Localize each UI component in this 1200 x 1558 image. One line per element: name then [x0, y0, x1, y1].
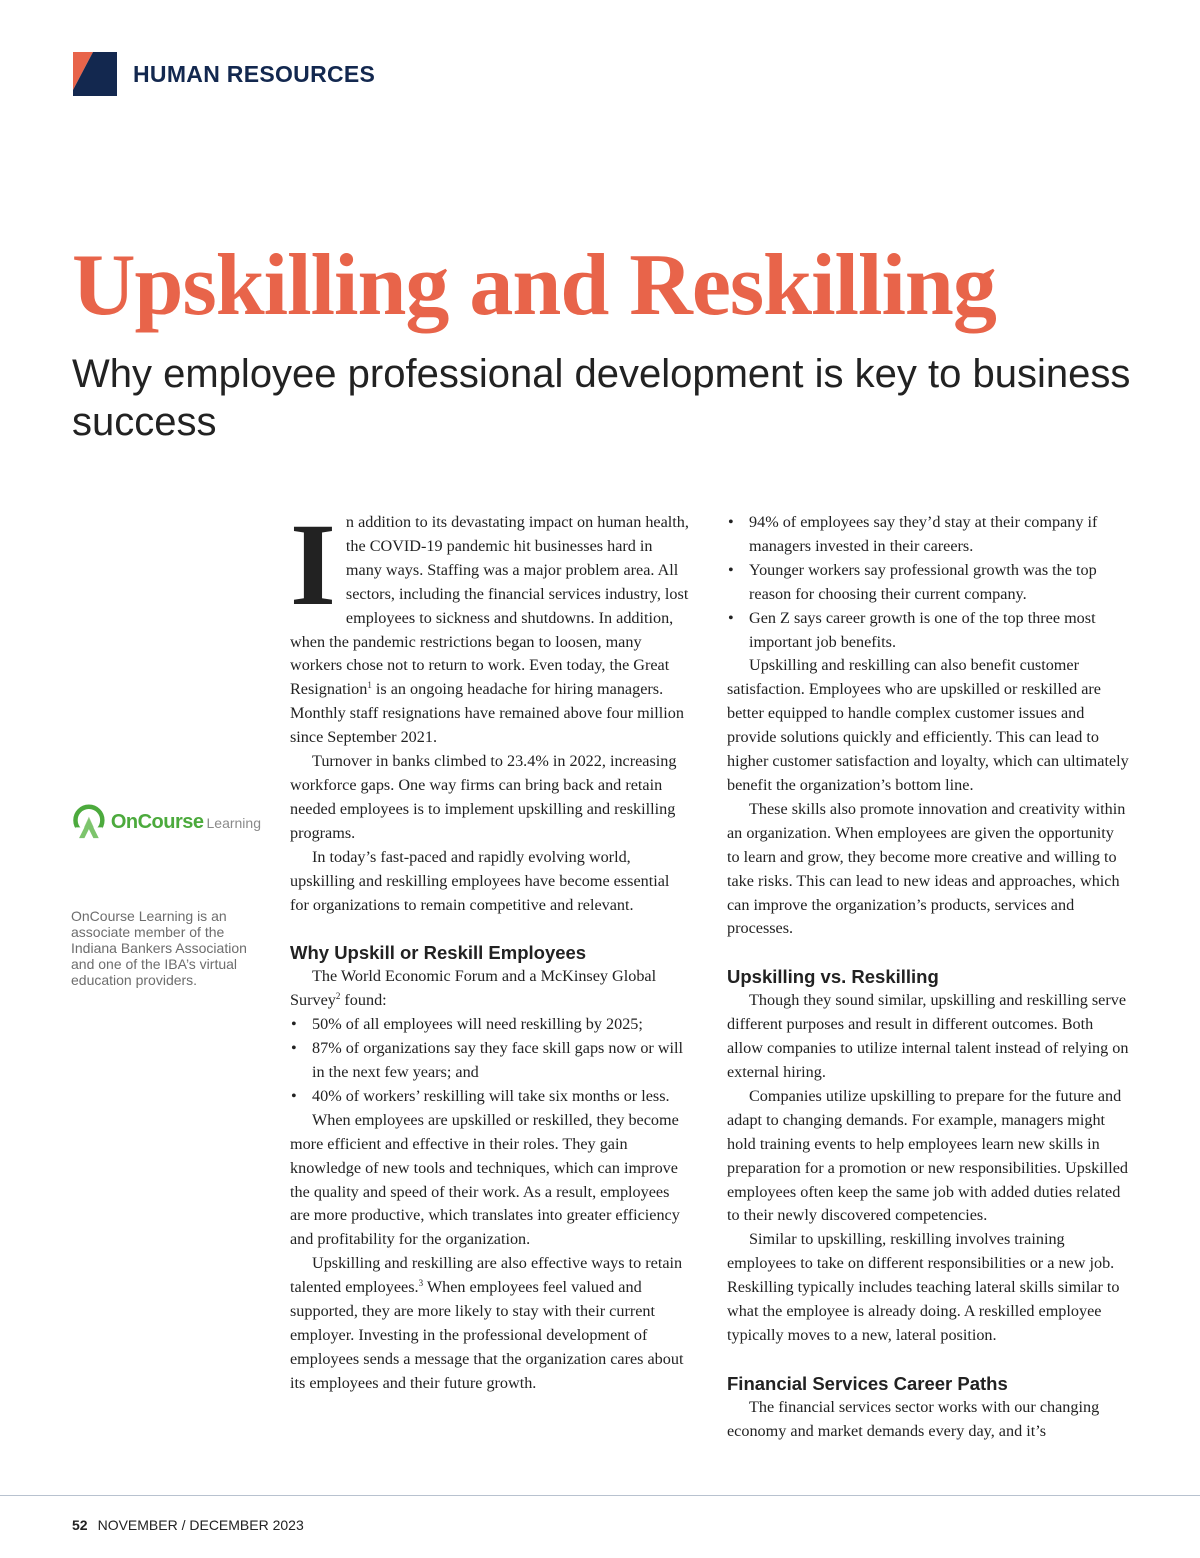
list-item: • 40% of workers’ reskilling will take six months or less.	[290, 1085, 690, 1109]
intro-text-b: is an ongoing headache for hiring managers. Monthly staff resignations have remained above four million since September 2021.	[290, 680, 684, 747]
intro-text-a: n addition to its devastating impact on human health, the COVID-19 pandemic hit businesses hard in many ways. Staffing was a major problem area. All sectors, including the financial services industry, lost employees to sickness and shutdowns. In addition, when the pandemic restrictions began to loosen, many workers chose not to return to work. Even today, the Great Resignation	[290, 513, 689, 699]
oncourse-wordmark	[111, 811, 261, 834]
article-column-left	[290, 499, 690, 1396]
footnote-ref-2: 2	[335, 991, 341, 1002]
footer-divider	[0, 1495, 1200, 1496]
paragraph: In today’s fast-paced and rapidly evolving world, upskilling and reskilling employees have become essential for organizations to remain competitive and relevant.	[290, 847, 670, 914]
sidebar-caption: OnCourse Learning is an associate member of the Indiana Bankers Association and one of the IBA’s virtual education providers.	[71, 908, 247, 988]
section-header	[73, 52, 375, 96]
article-title: Upskilling and Reskilling	[72, 237, 996, 334]
stats-list	[290, 1013, 690, 1109]
list-item: • Younger workers say professional growth was the top reason for choosing their current company.	[727, 559, 1129, 607]
section-heading: Upskilling vs. Reskilling	[727, 966, 939, 988]
section-heading: Why Upskill or Reskill Employees	[290, 942, 587, 964]
list-item: • 87% of organizations say they face skill gaps now or will in the next few years; and	[290, 1037, 690, 1085]
footnote-ref-3: 3	[418, 1278, 424, 1289]
article-column-right	[727, 511, 1129, 1444]
paragraph	[290, 1252, 690, 1395]
page-number: 52	[72, 1517, 88, 1533]
paragraph-text: The World Economic Forum and a McKinsey Global Survey	[290, 967, 657, 1010]
paragraph: Upskilling and reskilling can also benefit customer satisfaction. Employees who are upskilled or reskilled are better equipped to handle complex customer issues and provide solutions quickly and efficiently. This can lead to higher customer satisfaction and loyalty, which can ultimately benefit the organization’s bottom line.	[727, 656, 1129, 794]
paragraph-text: found:	[340, 991, 387, 1010]
paragraph: Similar to upskilling, reskilling involves training employees to take on different responsibilities or a new job. Reskilling typically includes teaching lateral skills similar to what the employee is already doing. A reskilled employee typically moves to a new, lateral position.	[727, 1230, 1120, 1344]
oncourse-word-1: OnCourse	[110, 810, 204, 833]
stats-list	[727, 511, 1129, 654]
list-item: • Gen Z says career growth is one of the top three most important job benefits.	[727, 607, 1129, 655]
issue-date: NOVEMBER / DECEMBER 2023	[97, 1517, 304, 1533]
paragraph-text: When employees feel valued and supported, they are more likely to stay with their current employer. Investing in the professional development of employees sends a message that the organization cares about its employees and their future growth.	[290, 1278, 684, 1392]
intro-paragraph	[290, 499, 690, 750]
paragraph: Turnover in banks climbed to 23.4% in 2022, increasing workforce gaps. One way firms can bring back and retain needed employees is to implement upskilling and reskilling programs.	[290, 752, 677, 842]
footnote-ref-1: 1	[367, 680, 372, 691]
paragraph: Companies utilize upskilling to prepare for the future and adapt to changing demands. For example, managers might hold training events to help employees learn new skills in preparation for a promotion or new responsibilities. Upskilled employees often keep the same job with added duties related to their newly discovered competencies.	[727, 1086, 1129, 1225]
paragraph	[290, 965, 690, 1013]
section-logo-icon	[73, 52, 117, 96]
paragraph: Though they sound similar, upskilling and reskilling serve different purposes and result in different outcomes. Both allow companies to utilize internal talent instead of relying on external hiring.	[727, 991, 1129, 1082]
paragraph-text: Upskilling and reskilling are also effective ways to retain talented employees.	[290, 1254, 683, 1297]
page-footer	[72, 1517, 304, 1533]
article-subtitle: Why employee professional development is key to business success	[72, 352, 1131, 444]
section-heading: Financial Services Career Paths	[727, 1372, 1008, 1394]
paragraph: When employees are upskilled or reskilled, they become more efficient and effective in their roles. They gain knowledge of new tools and techniques, which can improve the quality and speed of their work. As a result, employees are more productive, which translates into greater efficiency and profitability for the organization.	[290, 1110, 680, 1249]
oncourse-logo	[71, 800, 261, 844]
drop-cap: I	[290, 499, 336, 630]
paragraph: The financial services sector works with our changing economy and market demands every day, and it’s	[727, 1397, 1100, 1440]
section-label: HUMAN RESOURCES	[133, 60, 376, 87]
oncourse-word-2: Learning	[206, 814, 261, 831]
oncourse-logo-icon	[71, 802, 107, 842]
list-item: • 50% of all employees will need reskilling by 2025;	[290, 1013, 690, 1037]
sidebar	[71, 800, 261, 988]
paragraph: These skills also promote innovation and creativity within an organization. When employees are given the opportunity to learn and grow, they become more creative and willing to take risks. This can lead to new ideas and approaches, which can improve the organization’s products, services and processes.	[727, 799, 1126, 938]
list-item: • 94% of employees say they’d stay at their company if managers invested in their careers.	[727, 511, 1129, 559]
